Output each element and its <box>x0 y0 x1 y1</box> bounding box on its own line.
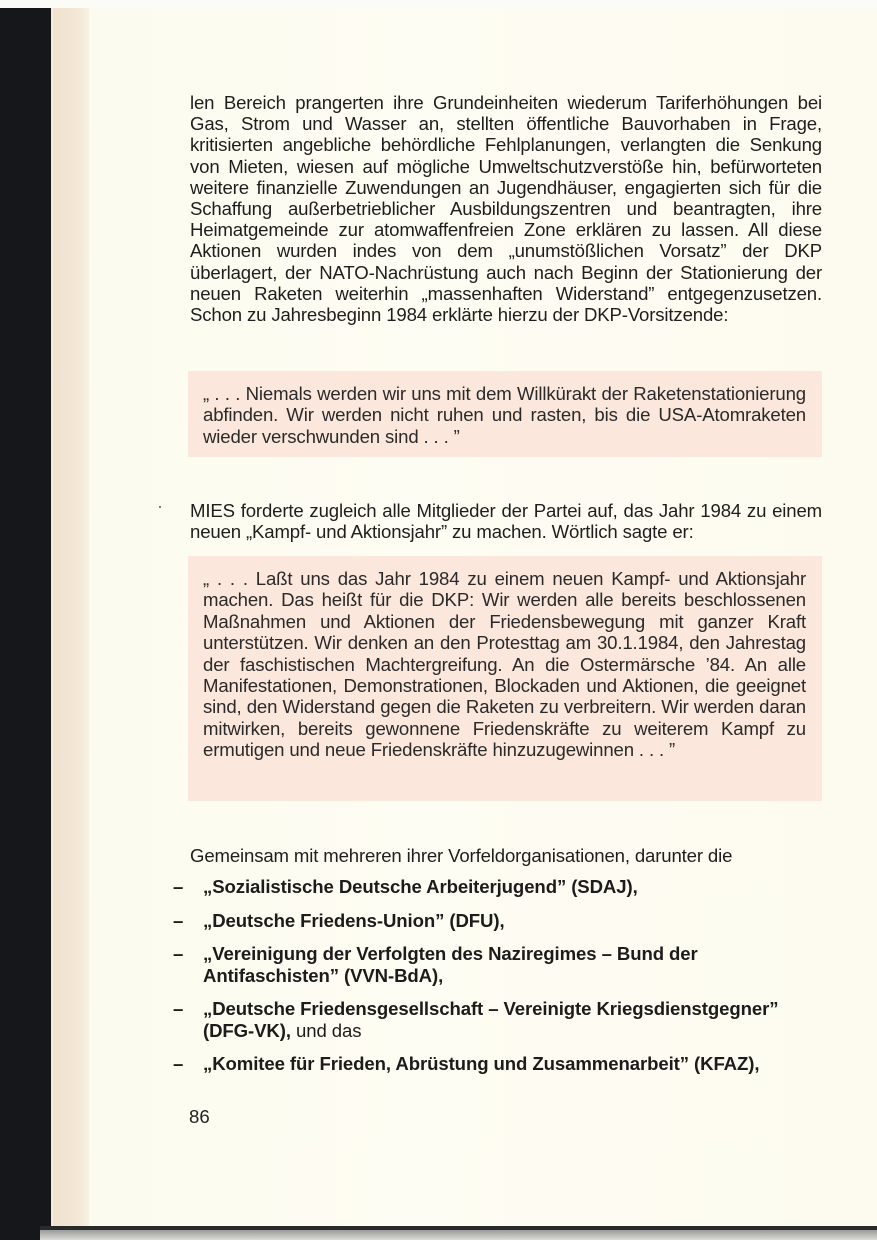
scan-top-edge <box>0 0 877 8</box>
organization-name: „Sozialistische Deutsche Arbeiterjugend” (SDAJ), <box>203 876 638 897</box>
organization-name: „Deutsche Friedensgesellschaft – Vereinigte Kriegsdienstgegner” (DFG-VK), <box>203 998 779 1041</box>
page-gutter <box>53 8 89 1232</box>
page-number: 86 <box>189 1106 210 1127</box>
quote-box-niemals <box>188 371 822 457</box>
organization-name: „Komitee für Frieden, Abrüstung und Zusammenarbeit” (KFAZ), <box>203 1053 760 1075</box>
dash-bullet: – <box>173 943 184 965</box>
organization-list <box>173 876 825 1087</box>
list-item <box>173 910 825 931</box>
organization-tail: und das <box>290 1019 362 1041</box>
list-item <box>173 943 825 985</box>
dash-bullet: – <box>173 909 184 931</box>
list-item <box>173 876 825 897</box>
book-binding <box>0 8 51 1240</box>
dash-bullet: – <box>173 998 184 1020</box>
intro-paragraph-block <box>190 92 822 325</box>
dash-bullet: – <box>173 1053 184 1075</box>
gemeinsam-paragraph: Gemeinsam mit mehreren ihrer Vorfeldorganisationen, darunter die <box>190 845 733 866</box>
list-item <box>173 998 825 1040</box>
quote-text: „ . . . Niemals werden wir uns mit dem Willkürakt der Raketenstationierung abfinden. Wir werden nicht ruhen und rasten, bis die USA-Atomraketen wieder verschwunden sind . . . ” <box>203 383 806 447</box>
intro-paragraph: len Bereich prangerten ihre Grundeinheiten wiederum Tariferhöhungen bei Gas, Strom und Wasser an, stellten öffentliche Bauvorhaben in Frage, kritisierten angebliche behördliche Fehlplanungen, verlangten die Senkung von Mieten, wiesen auf mögliche Umweltschutzverstöße hin, befürworteten weitere finanzielle Zuwendungen an Jugendhäuser, engagierten sich für die Schaffung außerbetrieblicher Ausbildungszentren und beantragten, ihre Heimatgemeinde zur atomwaffenfreien Zone erklären zu lassen. All diese Aktionen wurden indes von dem „unumstößlichen Vorsatz” der DKP überlagert, der NATO-Nachrüstung auch nach Beginn der Stationierung der neuen Raketen weiterhin „massenhaften Widerstand” entgegenzusetzen. Schon zu Jahresbeginn 1984 erklärte hierzu der DKP-Vorsitzende: <box>190 92 822 326</box>
organization-name: „Deutsche Friedens-Union” (DFU), <box>203 909 505 931</box>
dash-bullet: – <box>173 876 184 897</box>
scan-dust-mark <box>159 506 161 508</box>
quote-box-kampfjahr <box>188 556 822 801</box>
list-item <box>173 1053 825 1074</box>
organization-name: „Vereinigung der Verfolgten des Naziregimes – Bund der Antifaschisten” (VVN-BdA), <box>203 943 698 986</box>
scan-bottom-edge <box>40 1230 877 1240</box>
mies-paragraph: MIES forderte zugleich alle Mitglieder der Partei auf, das Jahr 1984 zu einem neuen „Kampf- und Aktionsjahr” zu machen. Wörtlich sagte er: <box>190 500 822 543</box>
quote-text: „ . . . Laßt uns das Jahr 1984 zu einem neuen Kampf- und Aktionsjahr machen. Das heißt für die DKP: Wir werden alle bereits beschlossenen Maßnahmen und Aktionen der Friedensbewegung mit ganzer Kraft unterstützen. Wir denken an den Protesttag am 30.1.1984, den Jahrestag der faschistischen Machtergreifung. An die Ostermärsche ’84. An alle Manifestationen, Demonstrationen, Blockaden und Aktionen, die geeignet sind, den Widerstand gegen die Raketen zu verbreitern. Wir werden daran mitwirken, bereits gewonnene Friedenskräfte zu weiterem Kampf zu ermutigen und neue Friedenskräfte hinzuzugewinnen . . . ” <box>203 568 806 761</box>
gemeinsam-paragraph-block <box>190 845 822 866</box>
mies-paragraph-block <box>190 500 822 542</box>
